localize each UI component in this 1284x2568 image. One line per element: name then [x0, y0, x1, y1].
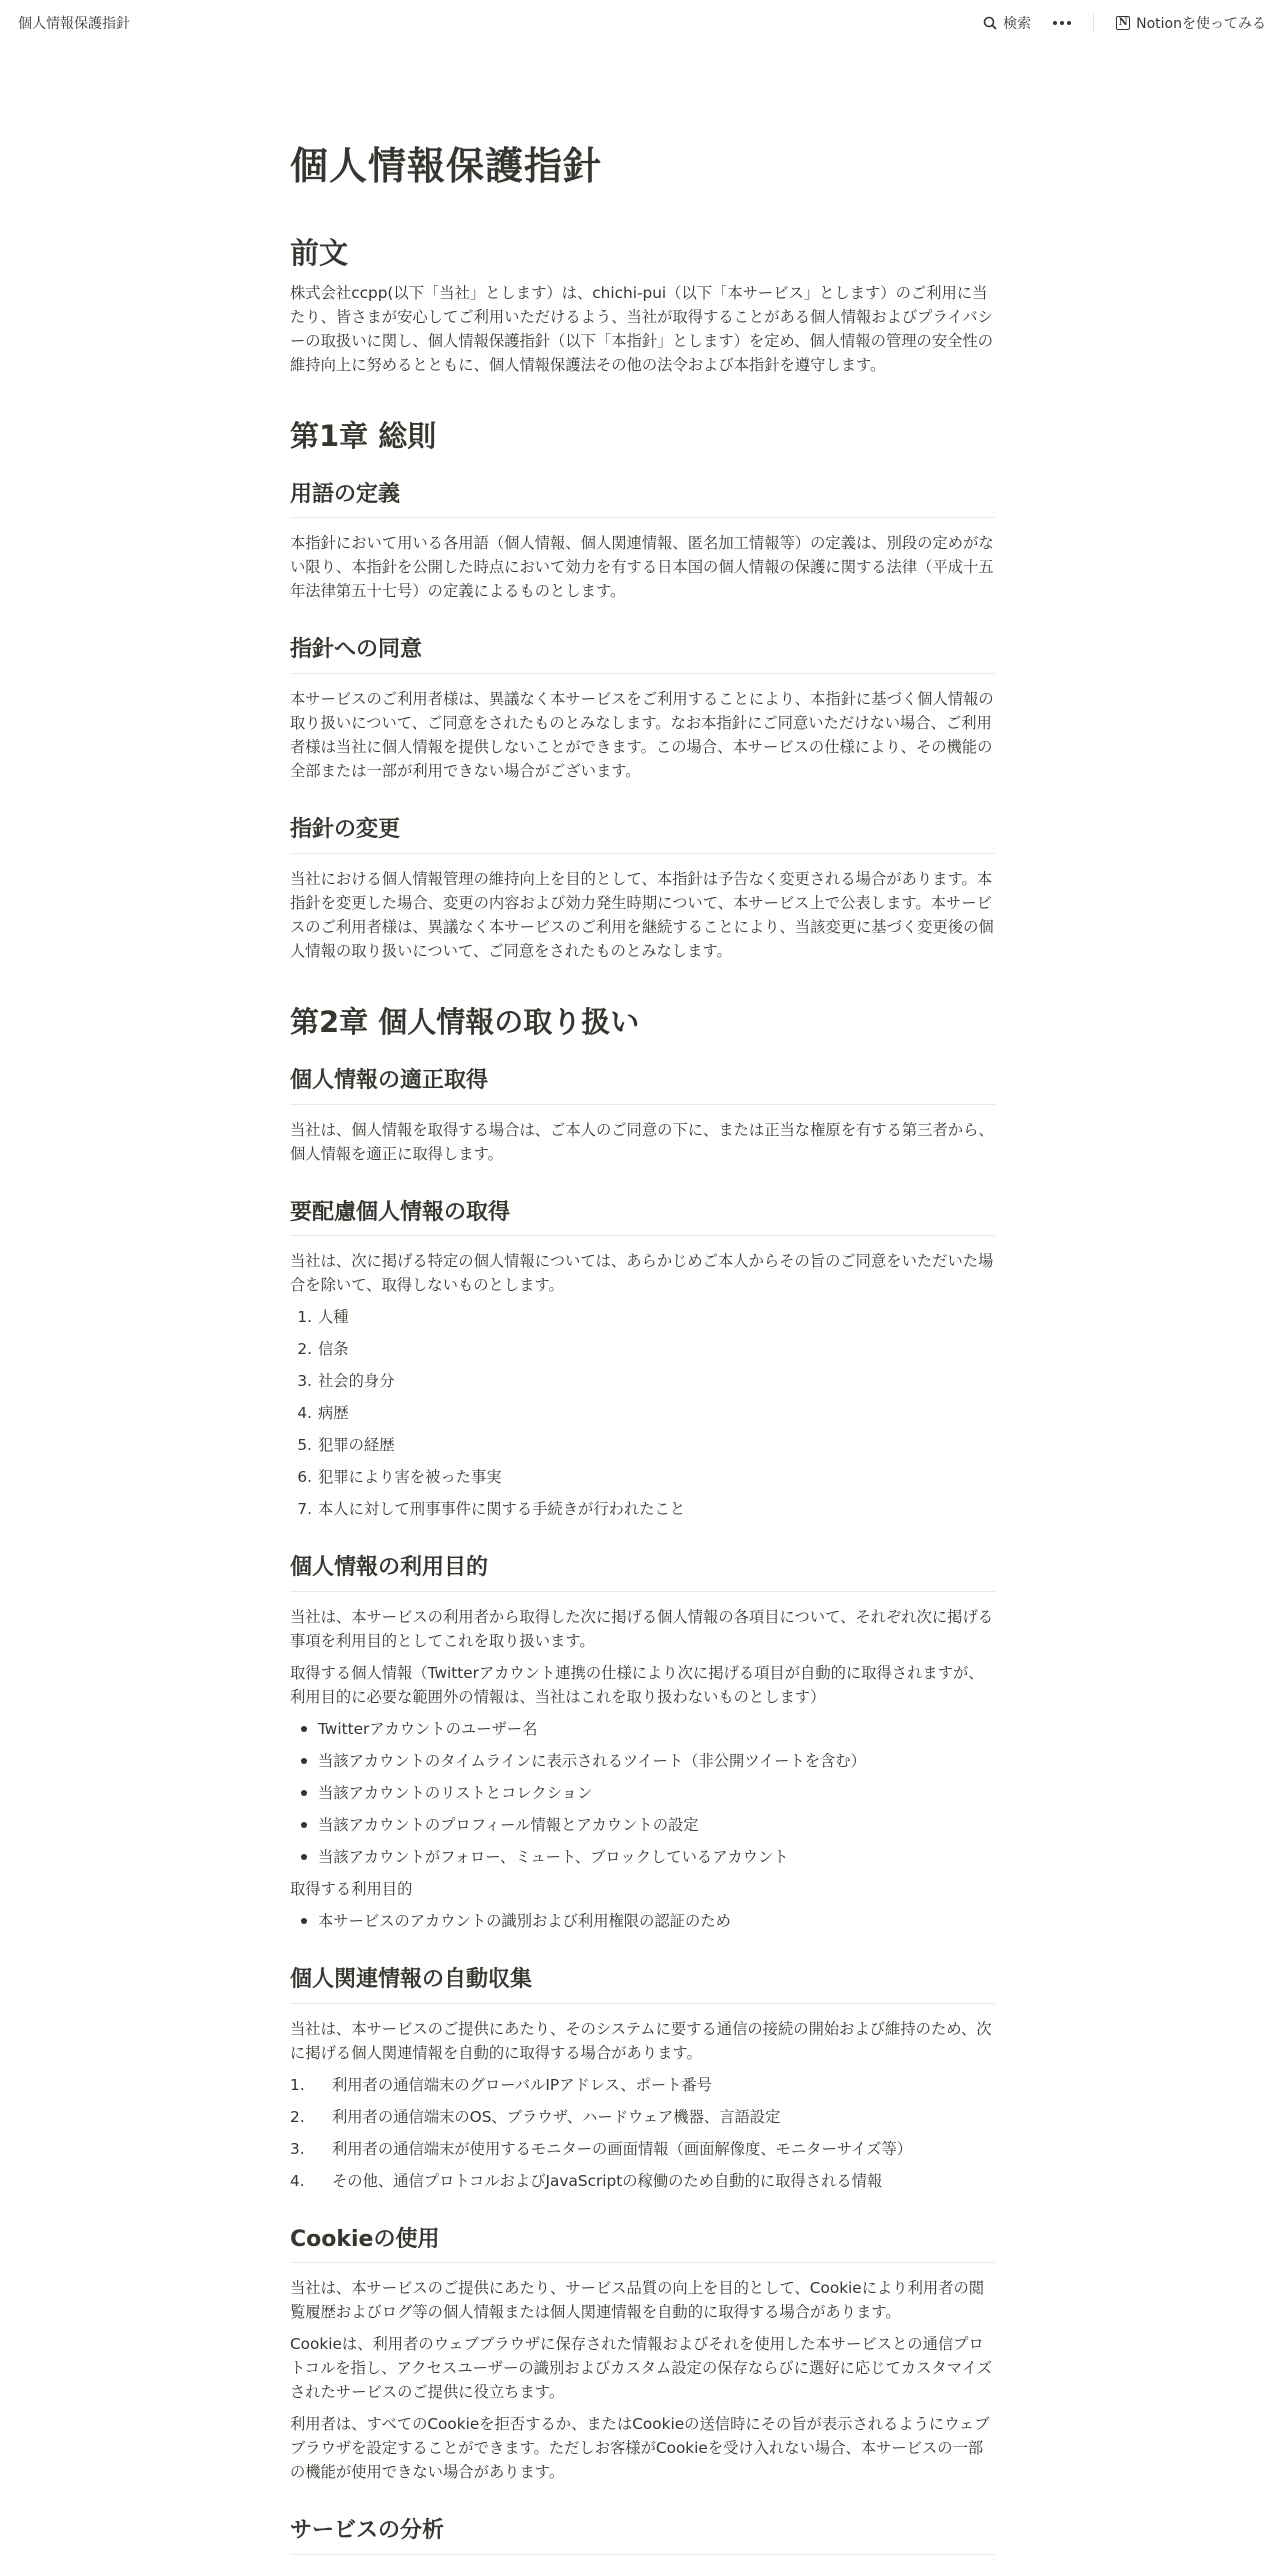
try-notion-button[interactable]	[1116, 13, 1266, 33]
auto-collected-list	[290, 2073, 995, 2193]
notion-logo-icon: N	[1116, 16, 1130, 30]
bullet-icon	[301, 1758, 307, 1764]
list-item: 6. 犯罪により害を被った事実	[297, 1468, 502, 1487]
section-text: 当社は、本サービスの利用者から取得した次に掲げる個人情報の各項目について、それぞれ次に掲げる事項を利用目的としてこれを取り扱います。	[290, 1607, 994, 1650]
section-heading: Cookieの使用	[290, 2225, 995, 2264]
list-item: 2. 利用者の通信端末のOS、ブラウザ、ハードウェア機器、言語設定	[290, 2107, 781, 2126]
topbar-divider	[1093, 14, 1094, 32]
list-item: 4. 病歴	[297, 1404, 349, 1423]
list-item: 当該アカウントのリストとコレクション	[290, 1781, 995, 1805]
list-item: 1. 利用者の通信端末のグローバルIPアドレス、ポート番号	[290, 2075, 713, 2094]
bullet-icon	[301, 1790, 307, 1796]
section-text: 利用者は、すべてのCookieを拒否するか、またはCookieの送信時にその旨が表示されるようにウェブブラウザを設定することができます。ただしお客様がCookieを受け入れない場合、本サービスの一部の機能が使用できない場合があります。	[290, 2415, 990, 2482]
more-options-button[interactable]	[1053, 21, 1071, 25]
section-text: 当社は、本サービスのご提供にあたり、サービス品質の向上を目的として、Cookieにより利用者の閲覧履歴およびログ等の個人情報または個人関連情報を自動的に取得する場合があります。	[290, 2279, 985, 2322]
section-text: 当社は、個人情報を取得する場合は、ご本人のご同意の下に、または正当な権原を有する第三者から、個人情報を適正に取得します。	[290, 1120, 994, 1163]
list-item: 7. 本人に対して刑事事件に関する手続きが行われたこと	[297, 1500, 686, 1519]
section-heading: 指針の変更	[290, 815, 995, 854]
try-notion-label: Notionを使ってみる	[1136, 15, 1266, 32]
list-item: 当該アカウントのプロフィール情報とアカウントの設定	[290, 1813, 995, 1837]
page-title: 個人情報保護指針	[290, 144, 603, 188]
section-heading: サービスの分析	[290, 2516, 995, 2555]
page-content	[290, 142, 995, 2568]
more-dot-icon	[1060, 21, 1064, 25]
section-text: 本指針において用いる各用語（個人情報、個人関連情報、匿名加工情報等）の定義は、別段の定めがない限り、本指針を公開した時点において効力を有する日本国の個人情報の保護に関する法律（平成十五年法律第五十七号）の定義によるものとします。	[290, 534, 994, 601]
list-item: 3. 利用者の通信端末が使用するモニターの画面情報（画面解像度、モニターサイズ等）	[290, 2139, 913, 2158]
list-item: 4. その他、通信プロトコルおよびJavaScriptの稼働のため自動的に取得される情報	[290, 2171, 883, 2190]
list-item: 2. 信条	[297, 1340, 349, 1359]
section-text: 本サービスのご利用者様は、異議なく本サービスをご利用することにより、本指針に基づく個人情報の取り扱いについて、ご同意をされたものとみなします。なお本指針にご同意いただけない場合、ご利用者様は当社に個人情報を提供しないことができます。この場合、本サービスの仕様により、その機能の全部または一部が利用できない場合がございます。	[290, 690, 994, 781]
bullet-icon	[301, 1726, 307, 1732]
collected-info-list	[290, 1717, 995, 1869]
list-item: 3. 社会的身分	[297, 1372, 395, 1391]
section-text: 取得する利用目的	[290, 1879, 413, 1898]
section-heading: 用語の定義	[290, 480, 995, 519]
preface-heading: 前文	[290, 236, 349, 271]
list-item: 本サービスのアカウントの識別および利用権限の認証のため	[290, 1909, 995, 1933]
list-item: 5. 犯罪の経歴	[297, 1436, 395, 1455]
section-text: 取得する個人情報（Twitterアカウント連携の仕様により次に掲げる項目が自動的に取得されますが、利用目的に必要な範囲外の情報は、当社はこれを取り扱わないものとします）	[290, 1663, 984, 1706]
section-text: 当社は、本サービスのご提供にあたり、そのシステムに要する通信の接続の開始および維持のため、次に掲げる個人関連情報を自動的に取得する場合があります。	[290, 2019, 992, 2062]
more-dot-icon	[1053, 21, 1057, 25]
search-button[interactable]	[983, 13, 1031, 33]
bullet-icon	[301, 1822, 307, 1828]
search-label: 検索	[1003, 15, 1032, 32]
topbar-actions	[983, 13, 1266, 33]
more-dot-icon	[1067, 21, 1071, 25]
section-text: Cookieは、利用者のウェブブラウザに保存された情報およびそれを使用した本サービスとの通信プロトコルを指し、アクセスユーザーの識別およびカスタム設定の保存ならびに選好に応じてカスタマイズされたサービスのご提供に役立ちます。	[290, 2335, 993, 2402]
section-heading: 個人情報の利用目的	[290, 1553, 995, 1592]
list-item: 当該アカウントのタイムラインに表示されるツイート（非公開ツイートを含む）	[290, 1749, 995, 1773]
section-text: 当社における個人情報管理の維持向上を目的として、本指針は予告なく変更される場合があります。本指針を変更した場合、変更の内容および効力発生時期について、本サービス上で公表します。本サービスのご利用者様は、異議なく本サービスのご利用を継続することにより、当該変更に基づく変更後の個人情報の取り扱いについて、ご同意をされたものとみなします。	[290, 869, 994, 960]
section-heading: 要配慮個人情報の取得	[290, 1198, 995, 1237]
section-heading: 個人情報の適正取得	[290, 1066, 995, 1105]
chapter2-heading: 第2章 個人情報の取り扱い	[290, 1004, 640, 1039]
search-icon	[983, 16, 997, 30]
sensitive-info-list	[290, 1305, 995, 1521]
page-title-breadcrumb[interactable]: 個人情報保護指針	[18, 15, 130, 32]
bullet-icon	[301, 1918, 307, 1924]
list-item: 1. 人種	[297, 1308, 349, 1327]
section-heading: 個人関連情報の自動収集	[290, 1965, 995, 2004]
section-text: 当社は、次に掲げる特定の個人情報については、あらかじめご本人からその旨のご同意をいただいた場合を除いて、取得しないものとします。	[290, 1252, 994, 1295]
list-item: Twitterアカウントのユーザー名	[290, 1717, 995, 1741]
purpose-list	[290, 1909, 995, 1933]
bullet-icon	[301, 1854, 307, 1860]
top-bar	[0, 0, 1284, 45]
chapter1-heading: 第1章 総則	[290, 418, 437, 453]
list-item: 当該アカウントがフォロー、ミュート、ブロックしているアカウント	[290, 1845, 995, 1869]
preface-text: 株式会社ccpp(以下「当社」とします）は、chichi-pui（以下「本サービス」とします）のご利用に当たり、皆さまが安心してご利用いただけるよう、当社が取得することがある個人情報およびプライバシーの取扱いに関し、個人情報保護指針（以下「本指針」とします）を定め、個人情報の管理の安全性の維持向上に努めるとともに、個人情報保護法その他の法令および本指針を遵守します。	[290, 283, 994, 374]
section-heading: 指針への同意	[290, 635, 995, 674]
